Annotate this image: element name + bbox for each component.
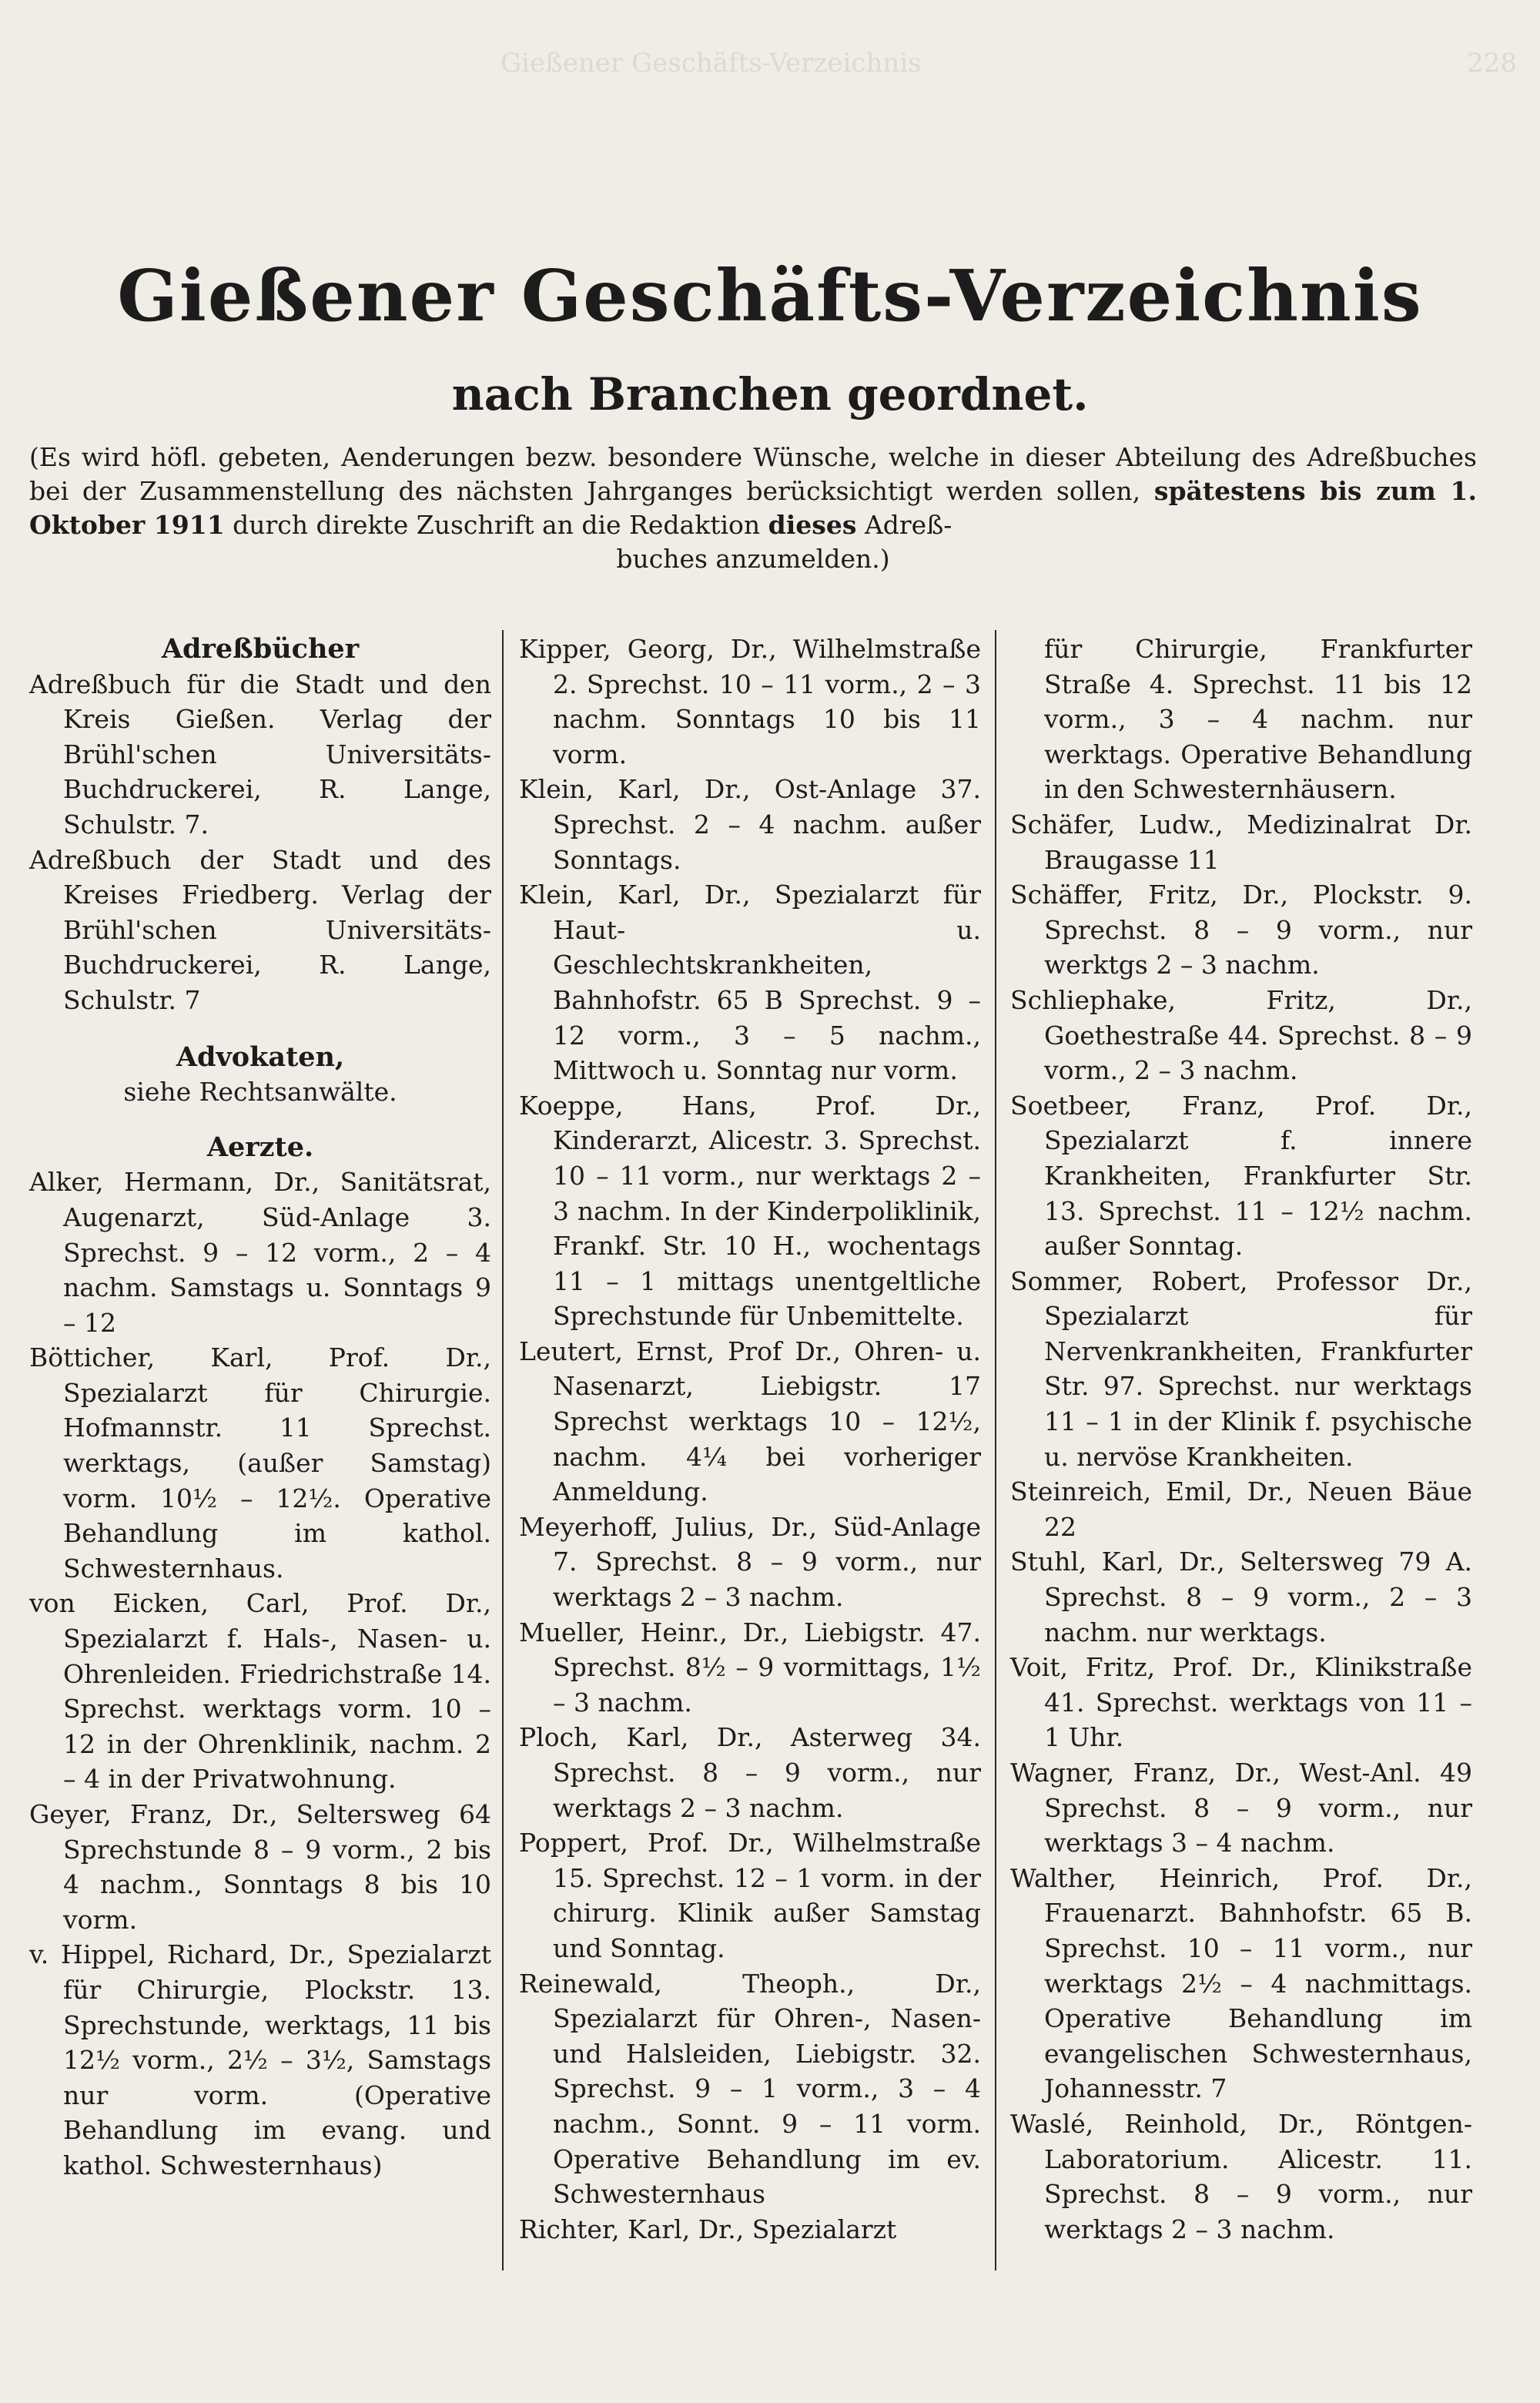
section-heading-advokaten: Advokaten, (176, 1041, 345, 1073)
directory-entry: Schäfer, Ludw., Medizinalrat Dr. Braugasse 11 (1010, 809, 1472, 875)
directory-entry: Voit, Fritz, Prof. Dr., Klinikstraße 41. Sprechst. werktags von 11 – 1 Uhr. (1010, 1652, 1472, 1753)
directory-entry: Geyer, Franz, Dr., Seltersweg 64 Sprechstunde 8 – 9 vorm., 2 bis 4 nachm., Sonntags 8 bis 10 vorm. (29, 1799, 491, 1935)
directory-entry: Richter, Karl, Dr., Spezialarzt (519, 2214, 897, 2244)
notice-line-4: buches anzumelden.) (616, 544, 890, 574)
bleed-through-running-head: Gießener Geschäfts-Verzeichnis (500, 48, 922, 79)
directory-entry: Schäffer, Fritz, Dr., Plockstr. 9. Sprechst. 8 – 9 vorm., nur werktgs 2 – 3 nachm. (1010, 880, 1472, 980)
column-2 (519, 632, 981, 2247)
directory-entry: Walther, Heinrich, Prof. Dr., Frauenarzt. Bahnhofstr. 65 B. Sprechst. 10 – 11 vorm., nur werktags 2½ – 4 nachmittags. Operative Behandlung im evangelischen Schwesternhaus, Johannesstr. 7 (1010, 1862, 1472, 2104)
page-subtitle: nach Branchen geordnet. (451, 368, 1089, 421)
directory-entry: Mueller, Heinr., Dr., Liebigstr. 47. Sprechst. 8½ – 9 vormittags, 1½ – 3 nachm. (519, 1617, 981, 1718)
column-divider-2 (995, 630, 996, 2271)
directory-entry: Klein, Karl, Dr., Ost-Anlage 37. Sprechst. 2 – 4 nachm. außer Sonntags. (519, 774, 981, 875)
directory-entry: Poppert, Prof. Dr., Wilhelmstraße 15. Sprechst. 12 – 1 vorm. in der chirurg. Klinik außer Samstag und Sonntag. (519, 1828, 981, 1963)
directory-entry: Klein, Karl, Dr., Spezialarzt für Haut- u. Geschlechtskrankheiten, Bahnhofstr. 65 B Sprechst. 9 – 12 vorm., 3 – 5 nachm., Mittwoch u. Sonntag nur vorm. (519, 880, 981, 1086)
directory-entry: Alker, Hermann, Dr., Sanitätsrat, Augenarzt, Süd-Anlage 3. Sprechst. 9 – 12 vorm., 2 – 4 nachm. Samstags u. Sonntags 9 – 12 (29, 1167, 491, 1338)
directory-entry: Soetbeer, Franz, Prof. Dr., Spezialarzt f. innere Krankheiten, Frankfurter Str. 13. Sprechst. 11 – 12½ nachm. außer Sonntag. (1010, 1090, 1472, 1262)
section-heading-aerzte: Aerzte. (206, 1131, 314, 1163)
directory-entry: Kipper, Georg, Dr., Wilhelmstraße 2. Sprechst. 10 – 11 vorm., 2 – 3 nachm. Sonntags 10 bis 11 vorm. (519, 634, 981, 769)
directory-entry: Meyerhoff, Julius, Dr., Süd-Anlage 7. Sprechst. 8 – 9 vorm., nur werktags 2 – 3 nachm. (519, 1511, 981, 1613)
directory-entry: Bötticher, Karl, Prof. Dr., Spezialarzt für Chirurgie. Hofmannstr. 11 Sprechst. werktags, (außer Samstag) vorm. 10½ – 12½. Operative Behandlung im kathol. Schwesternhaus. (29, 1342, 491, 1584)
notice-paragraph (29, 441, 1477, 576)
directory-entry: Adreßbuch für die Stadt und den Kreis Gießen. Verlag der Brühl'schen Universitäts-Buchdruckerei, R. Lange, Schulstr. 7. (29, 669, 491, 840)
notice-line-3-end: Adreß- (864, 510, 952, 540)
directory-entry: Reinewald, Theoph., Dr., Spezialarzt für Ohren-, Nasen- und Halsleiden, Liebigstr. 32. Sprechst. 9 – 1 vorm., 3 – 4 nachm., Sonnt. 9 – 11 vorm. Operative Behandlung im ev. Schwesternhaus (519, 1968, 981, 2210)
notice-deadline: spätestens bis zum 1. Oktober 1911 (29, 476, 1477, 540)
notice-line-1: (Es wird höfl. gebeten, Aenderungen bezw. besondere Wünsche, welche in dieser Abteilung des (29, 442, 1297, 472)
notice-line-3-mid: durch direkte Zuschrift an die Redaktion (233, 510, 761, 540)
directory-entry: v. Hippel, Richard, Dr., Spezialarzt für Chirurgie, Plockstr. 13. Sprechstunde, werktags, 11 bis 12½ vorm., 2½ – 3½, Samstags nur vorm. (Operative Behandlung im evang. und kathol. Schwesternhaus) (29, 1939, 491, 2180)
directory-entry: Sommer, Robert, Professor Dr., Spezialarzt für Nervenkrankheiten, Frankfurter Str. 97. Sprechst. nur werktags 11 – 1 in der Klinik f. psychische u. nervöse Krankheiten. (1010, 1265, 1472, 1472)
directory-entry: Waslé, Reinhold, Dr., Röntgen-Laboratorium. Alicestr. 11. Sprechst. 8 – 9 vorm., nur werktags 2 – 3 nachm. (1010, 2108, 1472, 2244)
directory-entry: Ploch, Karl, Dr., Asterweg 34. Sprechst. 8 – 9 vorm., nur werktags 2 – 3 nachm. (519, 1722, 981, 1823)
directory-entry: Stuhl, Karl, Dr., Seltersweg 79 A. Sprechst. 8 – 9 vorm., 2 – 3 nachm. nur werktags. (1010, 1547, 1472, 1647)
section-cross-reference: siehe Rechtsanwälte. (123, 1077, 397, 1108)
notice-line-2: Adreßbuches bei der Zusammenstellung des nächsten Jahrganges berücksichtigt werden sollen, (29, 442, 1477, 506)
column-3 (1010, 632, 1472, 2247)
section-heading-adressbuecher: Adreßbücher (161, 633, 360, 665)
column-divider-1 (502, 630, 504, 2271)
directory-entry: Schliephake, Fritz, Dr., Goethestraße 44. Sprechst. 8 – 9 vorm., 2 – 3 nachm. (1010, 984, 1472, 1086)
directory-entry: von Eicken, Carl, Prof. Dr., Spezialarzt f. Hals-, Nasen- u. Ohrenleiden. Friedrichstraße 14. Sprechst. werktags vorm. 10 – 12 in der Ohrenklinik, nachm. 2 – 4 in der Privatwohnung. (29, 1588, 491, 1795)
directory-entry: Adreßbuch der Stadt und des Kreises Friedberg. Verlag der Brühl'schen Universitäts-Buchdruckerei, R. Lange, Schulstr. 7 (29, 844, 491, 1015)
column-1 (29, 632, 491, 2183)
bleed-through-page-number: 228 (1467, 48, 1517, 79)
directory-entry-continuation: für Chirurgie, Frankfurter Straße 4. Sprechst. 11 bis 12 vorm., 3 – 4 nachm. nur werktags. Operative Behandlung in den Schwesternhäusern. (1044, 634, 1472, 805)
directory-entry: Wagner, Franz, Dr., West-Anl. 49 Sprechst. 8 – 9 vorm., nur werktags 3 – 4 nachm. (1010, 1758, 1472, 1858)
directory-entry: Steinreich, Emil, Dr., Neuen Bäue 22 (1010, 1476, 1472, 1542)
notice-bold-word: dieses (768, 510, 857, 540)
directory-entry: Leutert, Ernst, Prof Dr., Ohren- u. Nasenarzt, Liebigstr. 17 Sprechst werktags 10 – 12½, nachm. 4¼ bei vorheriger Anmeldung. (519, 1336, 981, 1507)
page-title: Gießener Geschäfts-Verzeichnis (117, 254, 1423, 337)
directory-entry: Koeppe, Hans, Prof. Dr., Kinderarzt, Alicestr. 3. Sprechst. 10 – 11 vorm., nur werktags 2 – 3 nachm. In der Kinderpoliklinik, Frankf. Str. 10 H., wochentags 11 – 1 mittags unentgeltliche Sprechstunde für Unbemittelte. (519, 1090, 981, 1332)
